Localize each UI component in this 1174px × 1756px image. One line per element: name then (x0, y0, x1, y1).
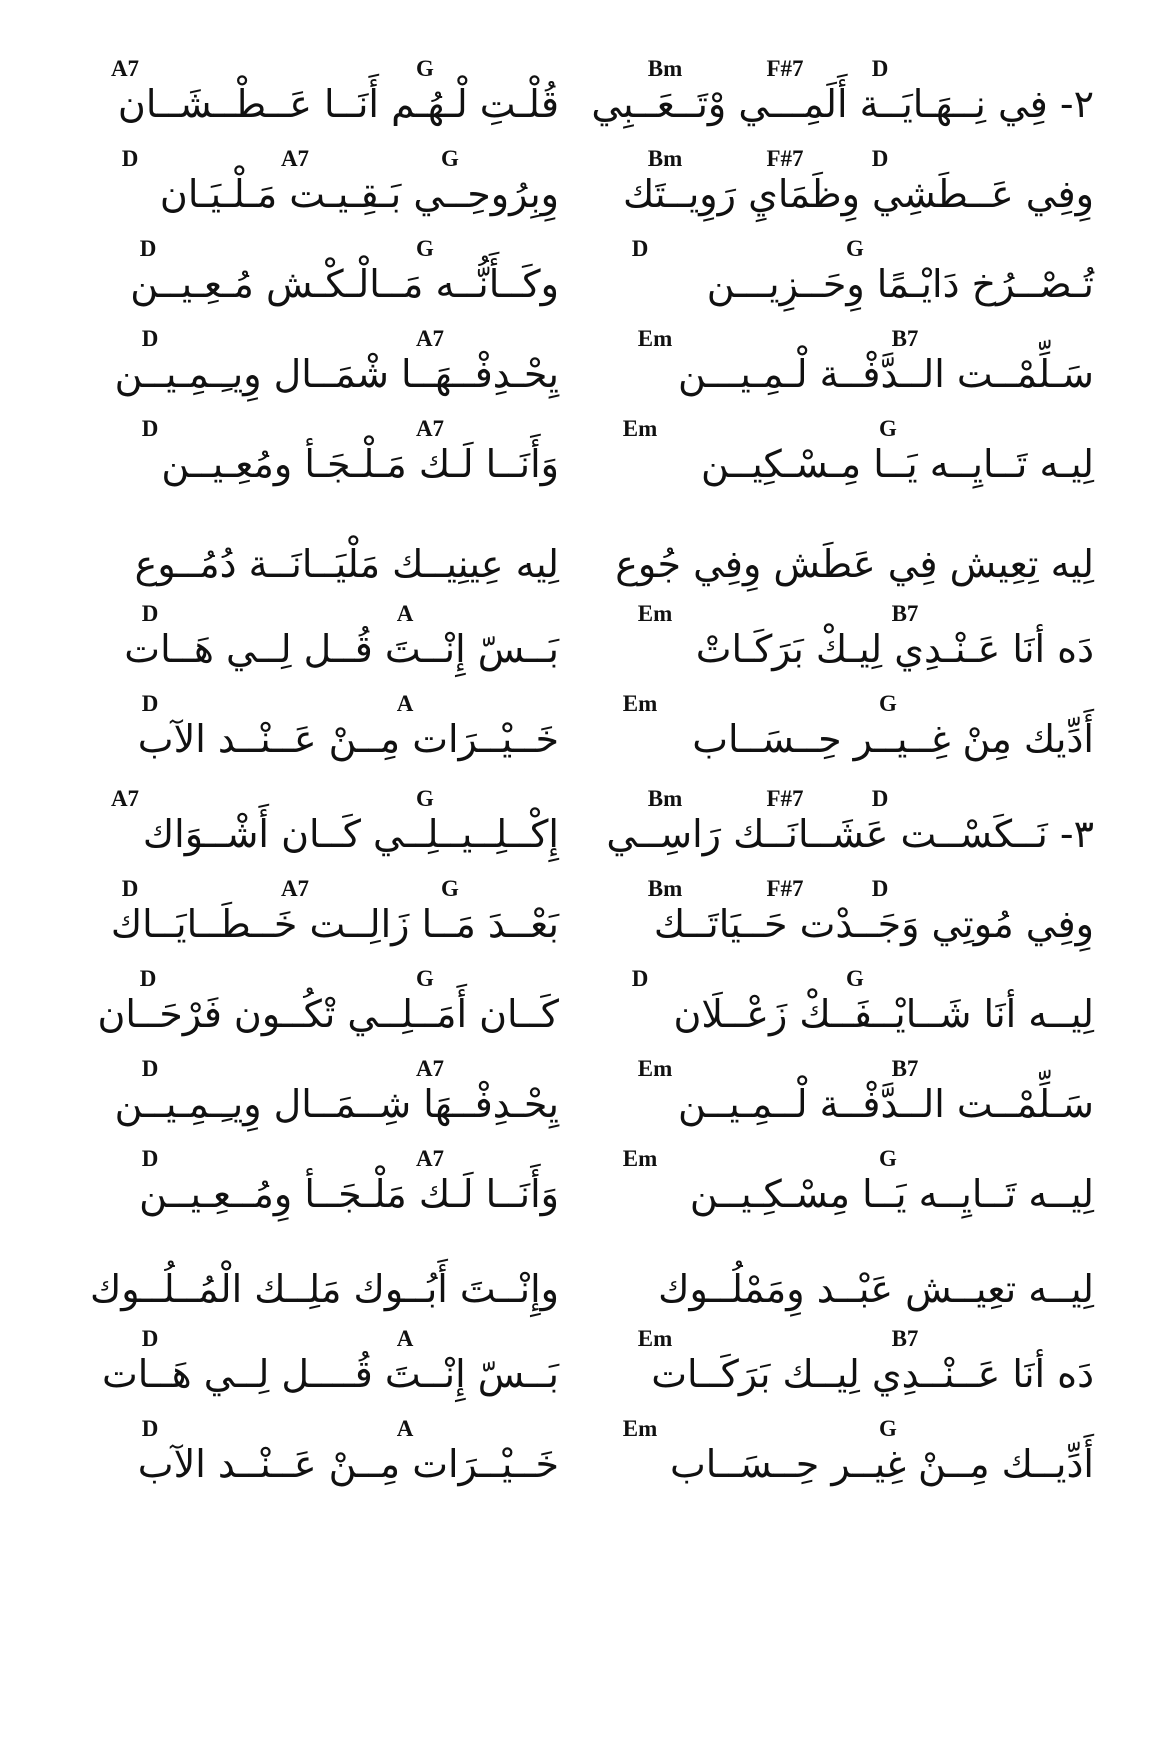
lyric-left: خَــيْــرَات مِــنْ عَــنْــد الآب (137, 717, 559, 761)
chord-label: D (871, 876, 889, 901)
chord-label: G (416, 56, 434, 81)
lyric-left: بَعْــدَ مَــا زَالِــت خَــطَــايَــاك (110, 902, 559, 946)
chord-label: D (141, 691, 159, 716)
chord-label: Em (637, 1056, 673, 1081)
chord-label: D (141, 416, 159, 441)
chord-label: D (139, 236, 157, 261)
chord-label: A7 (415, 416, 445, 441)
chord-label: D (141, 601, 159, 626)
chord-label: A7 (280, 876, 310, 901)
lyric-right: دَه أنَا عَـنْـدِي لِيـكْ بَرَكَـاتْ (695, 627, 1094, 671)
chord-label: D (631, 966, 649, 991)
chord-label: A (396, 691, 414, 716)
lyric-left: لِيه عِينِيــك مَلْيَــانَــة دُمُــوع (134, 542, 559, 586)
lyric-right: وِفِي عَــطَشِي وِظَمَايِ رَوِيــتَك (622, 172, 1094, 216)
chord-label: Em (637, 1326, 673, 1351)
chord-label: A7 (280, 146, 310, 171)
lyric-right: أَدِّيك مِنْ غِــيــر حِــسَــاب (692, 717, 1094, 761)
chord-label: G (416, 786, 434, 811)
chord-label: D (871, 146, 889, 171)
chord-label: A7 (415, 1056, 445, 1081)
lyric-right: لِيــه تَــايِــه يَــا مِسْـكِـيــن (689, 1172, 1094, 1216)
chord-label: F#7 (766, 146, 804, 171)
chord-label: Bm (647, 146, 683, 171)
chord-label: A7 (110, 56, 140, 81)
chord-label: G (441, 146, 459, 171)
chord-label: B7 (891, 601, 919, 626)
lyric-right: ٢- فِي نِــهَـايَــة أَلَمِـــي وْتَــعَــبِي (591, 82, 1094, 126)
lyric-left: خَــيْــرَات مِــنْ عَــنْــد الآب (137, 1442, 559, 1486)
lyric-left: وكَــأَنُّــه مَــالْـكْـش مُـعِـيــن (130, 262, 559, 306)
chord-label: G (879, 416, 897, 441)
chord-label: D (631, 236, 649, 261)
chord-label: Em (622, 691, 658, 716)
lyric-right: وِفِي مُوتِي وَجَــدْت حَــيَاتَــك (653, 902, 1094, 946)
lyric-left: يِحْـدِفْــهَــا شْمَــال وِيـِـمِـيــن (114, 352, 559, 396)
chord-label: Em (622, 1146, 658, 1171)
lyric-right: ٣- نَــكَسْــت عَشَــانَــك رَاسِــي (606, 812, 1094, 856)
chord-label: D (141, 1416, 159, 1441)
chord-label: D (871, 786, 889, 811)
chord-label: G (846, 966, 864, 991)
chord-label: A7 (110, 786, 140, 811)
lyric-left: وَأَنَــا لَـك مَـلْـجَـأ ومُعِـيــن (161, 442, 559, 486)
lyric-right: تُـصْــرُخ دَايْـمًا وِحَــزِيـــن (706, 262, 1094, 306)
chord-label: A (396, 1416, 414, 1441)
chord-label: A (396, 1326, 414, 1351)
lyric-right: لِيه تِعِيش فِي عَطَش وِفِي جُوع (615, 542, 1094, 586)
chord-label: Em (622, 1416, 658, 1441)
chord-label: Em (637, 326, 673, 351)
chord-label: D (141, 1326, 159, 1351)
chord-label: Bm (647, 786, 683, 811)
chord-label: D (141, 326, 159, 351)
chord-label: D (139, 966, 157, 991)
lyric-left: قُلْـتِ لْـهُـم أَنَــا عَــطْــشَــان (117, 82, 559, 126)
chord-label: A (396, 601, 414, 626)
lyric-left: بَــسّ إِنْــتَ قُــل لِــي هَــات (124, 627, 559, 671)
chord-label: A7 (415, 1146, 445, 1171)
chord-label: A7 (415, 326, 445, 351)
chord-label: G (416, 236, 434, 261)
lyric-left: يِحْـدِفْــهَا شِــمَــال وِيـِـمِـيــن (114, 1082, 559, 1126)
chord-label: G (846, 236, 864, 261)
chord-label: F#7 (766, 786, 804, 811)
chord-label: D (141, 1056, 159, 1081)
chord-label: G (416, 966, 434, 991)
chord-label: D (121, 146, 139, 171)
chord-label: F#7 (766, 56, 804, 81)
lyric-left: كَــان أَمَــلِــي تْكُــون فَرْحَــان (97, 992, 559, 1036)
chord-label: D (871, 56, 889, 81)
lyric-left: وَأَنَــا لَـك مَلْـجَــأ وِمُــعِـيــن (139, 1172, 559, 1216)
chord-label: B7 (891, 1056, 919, 1081)
lyric-left: إِكْــلِــيــلِــي كَــان أَشْــوَاك (142, 812, 559, 856)
lyric-right: لِيــه تعِيــش عَبْــد وِمَمْلُــوك (658, 1267, 1094, 1311)
chord-label: G (879, 1146, 897, 1171)
lyric-right: لِيــه أنَا شَــايْــفَــكْ زَعْــلَان (673, 992, 1094, 1036)
chord-label: Em (637, 601, 673, 626)
chord-label: Bm (647, 876, 683, 901)
chord-label: G (441, 876, 459, 901)
chord-label: B7 (891, 326, 919, 351)
lyric-right: سَـلِّمْــت الــدَّفْــة لْــمِـيــن (677, 1082, 1094, 1126)
chord-label: D (141, 1146, 159, 1171)
chord-label: Em (622, 416, 658, 441)
lyric-right: دَه أنَا عَــنْــدِي لِيــك بَرَكَــات (651, 1352, 1094, 1396)
lyric-right: لِيـه تَــايِــه يَــا مِـسْـكِيــن (700, 442, 1094, 486)
lyric-left: وِبِرُوحِــي بَـقِـيـت مَـلْـيَـان (159, 172, 559, 216)
lyric-left: بَــسّ إِنْــتَ قُــــل لِــي هَــات (102, 1352, 559, 1396)
lyric-left: وإِنْــتَ أَبُــوك مَلِــك الْمُــلُــوك (89, 1267, 559, 1311)
chord-label: G (879, 1416, 897, 1441)
chord-label: B7 (891, 1326, 919, 1351)
chord-label: Bm (647, 56, 683, 81)
chord-label: F#7 (766, 876, 804, 901)
lyric-right: سَـلِّمْــت الــدَّفْــة لْـمِـيـــن (677, 352, 1094, 396)
chord-label: D (121, 876, 139, 901)
lyric-right: أَدِّيــك مِــنْ غِيــر حِــسَــاب (670, 1442, 1094, 1486)
chord-label: G (879, 691, 897, 716)
